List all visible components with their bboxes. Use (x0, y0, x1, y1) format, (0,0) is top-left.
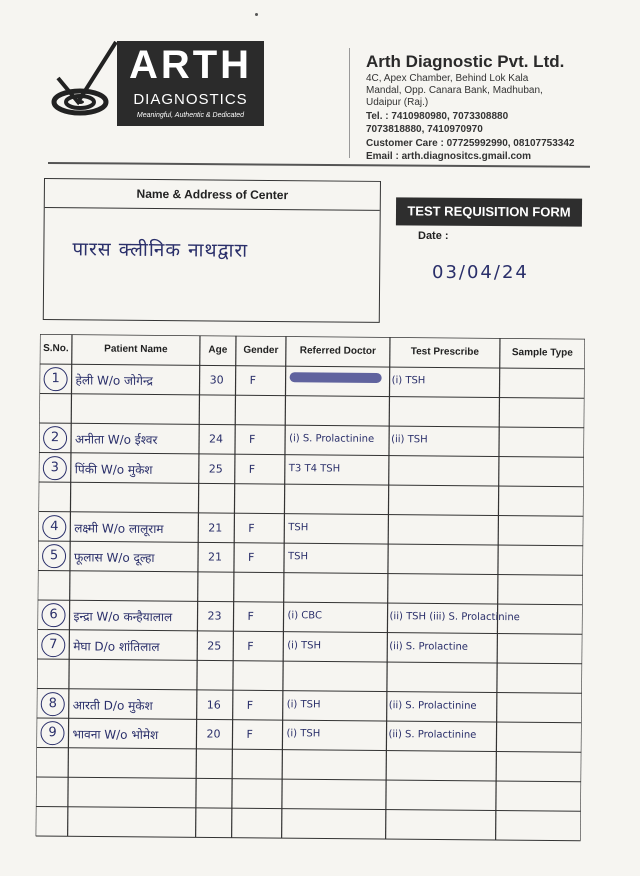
grid-line (581, 339, 585, 841)
serial-number: 2 (43, 426, 67, 450)
referred-doctor: (i) TSH (286, 698, 321, 710)
patient-name: लक्ष्मी W/o लालूराम (74, 520, 164, 536)
column-header: Age (208, 344, 228, 356)
telephone-line-2: 7073818880, 7410970970 (366, 124, 483, 135)
patient-gender: F (249, 432, 256, 446)
table-grid (36, 334, 585, 849)
grid-line (38, 600, 583, 605)
column-header: Gender (243, 344, 279, 357)
punch-hole (255, 13, 258, 16)
patient-gender: F (246, 698, 254, 712)
serial-number: 8 (41, 692, 65, 716)
grid-line (37, 688, 582, 693)
patient-name: इन्द्रा W/o कन्हैयालाल (73, 609, 173, 625)
patient-age: 21 (208, 520, 223, 535)
grid-line (39, 423, 584, 428)
grid-line (37, 718, 582, 723)
referred-doctor: (i) S. Prolactinine (289, 433, 375, 445)
test-prescribed: (ii) S. Prolactine (389, 640, 469, 653)
test-prescribed: (ii) S. Prolactinine (388, 729, 477, 741)
company-name: Arth Diagnostic Pvt. Ltd. (366, 52, 565, 71)
serial-number: 1 (44, 367, 68, 391)
patient-age: 16 (206, 697, 221, 712)
patient-name: भावना W/o भोमेश (72, 727, 159, 743)
address-line-3: Udaipur (Raj.) (366, 97, 429, 108)
grid-line (36, 836, 581, 841)
referred-doctor: (i) TSH (286, 728, 321, 740)
logo-tagline: Meaningful, Authentic & Dedicated (136, 112, 245, 119)
test-prescribed: (i) TSH (391, 375, 426, 387)
grid-line (37, 629, 582, 634)
patient-gender: F (247, 609, 254, 623)
date-label: Date : (418, 230, 449, 242)
patient-name: पिंकी W/o मुकेश (74, 461, 153, 477)
form-title: TEST REQUISITION FORM (396, 197, 582, 226)
grid-line (40, 334, 585, 339)
test-prescribed: (ii) TSH (391, 434, 428, 446)
serial-number: 4 (42, 515, 66, 539)
test-prescribed: (ii) TSH (iii) S. Prolactinine (389, 611, 520, 624)
patient-age: 24 (209, 432, 224, 446)
grid-line (36, 777, 581, 782)
serial-number: 6 (41, 603, 65, 627)
column-header: S.No. (43, 343, 69, 355)
patient-gender: F (248, 462, 256, 476)
grid-line (36, 334, 40, 836)
center-box (43, 178, 381, 323)
grid-line (39, 482, 584, 487)
patient-name: आरती D/o मुकेश (72, 697, 153, 713)
date-value: 03/04/24 (432, 262, 529, 283)
center-title: Name & Address of Center (45, 179, 380, 211)
patient-age: 21 (208, 550, 223, 564)
header-divider (349, 48, 350, 158)
patient-age: 20 (206, 727, 221, 741)
grid-line (40, 364, 585, 369)
grid-line (38, 511, 583, 516)
referred-doctor: T3 T4 TSH (288, 462, 341, 475)
patient-age: 25 (207, 638, 222, 653)
patient-gender: F (247, 639, 254, 653)
grid-line (282, 336, 286, 838)
brand-logo (117, 41, 264, 126)
patient-age: 23 (207, 609, 222, 623)
referred-doctor: TSH (288, 521, 309, 533)
grid-line (232, 336, 236, 838)
grid-line (386, 337, 390, 839)
scribbled-out-text (290, 372, 382, 383)
patient-gender: F (248, 521, 255, 535)
address-line-1: 4C, Apex Chamber, Behind Lok Kala (366, 73, 529, 84)
grid-line (39, 393, 584, 398)
grid-line (36, 747, 581, 752)
serial-number: 9 (40, 721, 64, 745)
grid-line (196, 335, 200, 837)
patient-gender: F (249, 373, 256, 387)
grid-line (38, 541, 583, 546)
referred-doctor: (i) CBC (287, 610, 323, 622)
customer-care-line: Customer Care : 07725992990, 08107753342 (366, 138, 575, 149)
patient-table (36, 334, 585, 849)
grid-line (37, 659, 582, 664)
grid-line (36, 806, 581, 811)
patient-gender: F (248, 550, 255, 564)
patient-name: मेघा D/o शांतिलाल (73, 638, 160, 654)
column-header: Sample Type (511, 347, 573, 359)
logo-subtitle: DIAGNOSTICS (133, 91, 248, 108)
column-header: Patient Name (104, 343, 168, 356)
patient-name: अनीता W/o ईश्वर (75, 432, 158, 448)
center-name-handwritten: पारस क्लीनिक नाथद्वारा (72, 238, 249, 262)
test-prescribed: (ii) S. Prolactinine (388, 699, 477, 712)
column-header: Referred Doctor (299, 345, 376, 357)
address-line-2: Mandal, Opp. Canara Bank, Madhuban, (366, 85, 543, 96)
target-logo-icon (50, 40, 120, 120)
column-header: Test Prescribe (410, 346, 479, 358)
grid-line (39, 452, 584, 457)
serial-number: 5 (42, 544, 66, 568)
telephone-line: Tel. : 7410980980, 7073308880 (366, 111, 509, 122)
email-line: Email : arth.diagnositcs.gmail.com (366, 151, 532, 162)
referred-doctor: (i) TSH (287, 639, 322, 651)
logo-wordmark: ARTH (128, 43, 253, 87)
patient-gender: F (246, 727, 253, 741)
grid-line (38, 570, 583, 575)
serial-number: 3 (43, 456, 67, 480)
grid-line (496, 338, 500, 840)
serial-number: 7 (41, 633, 65, 657)
grid-line (68, 334, 72, 836)
patient-name: हेली W/o जोगेन्द्र (75, 373, 153, 388)
patient-age: 25 (208, 461, 223, 476)
referred-doctor: TSH (288, 551, 309, 563)
patient-name: फूलास W/o दूल्हा (73, 550, 155, 566)
patient-age: 30 (209, 373, 224, 387)
